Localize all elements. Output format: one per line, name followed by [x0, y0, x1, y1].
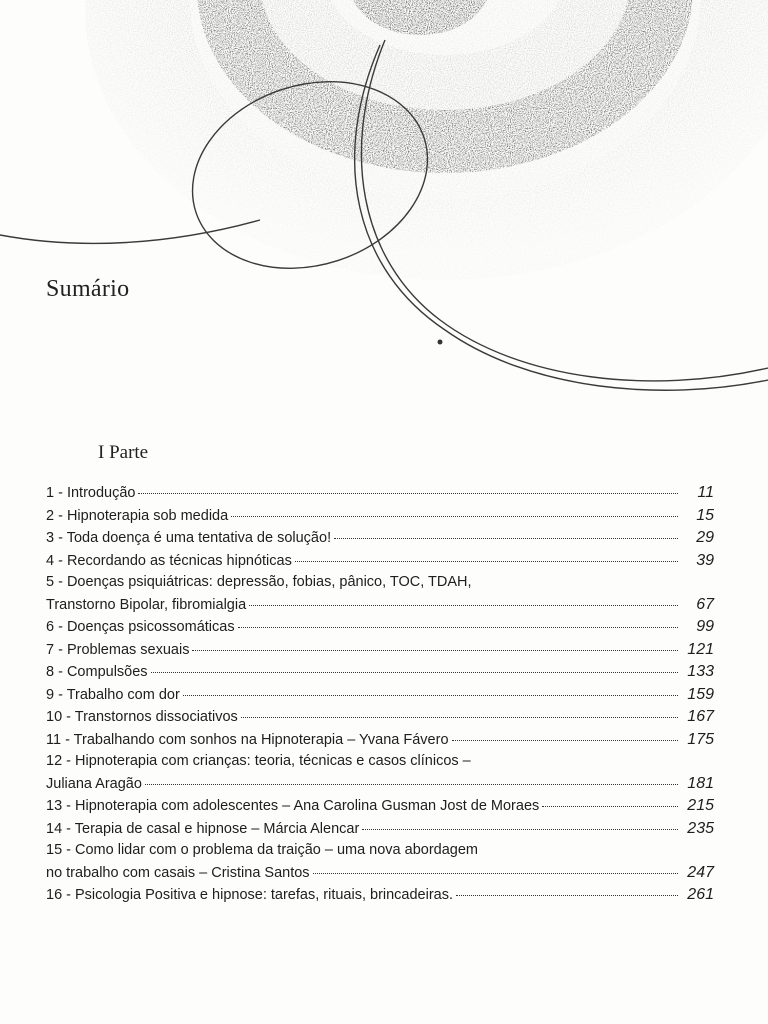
- toc-entry-title: 4 - Recordando as técnicas hipnóticas: [46, 552, 292, 569]
- toc-page-number: 235: [687, 819, 714, 837]
- toc-entry-title-line2: Transtorno Bipolar, fibromialgia: [46, 596, 247, 613]
- dot-leader: [452, 739, 678, 741]
- toc-entry-4[interactable]: [46, 550, 716, 573]
- toc-page-number: 159: [687, 685, 714, 703]
- dot-leader: [183, 694, 678, 696]
- table-of-contents: [46, 482, 716, 907]
- toc-page-number: 215: [687, 797, 714, 814]
- toc-page-number: 11: [697, 484, 714, 501]
- toc-page-number: 29: [696, 529, 714, 546]
- toc-page-number: 181: [687, 774, 714, 792]
- toc-entry-3[interactable]: [46, 527, 716, 550]
- toc-entry-1[interactable]: [46, 482, 716, 505]
- toc-page-number: 99: [696, 618, 714, 635]
- dot-leader: [231, 515, 678, 517]
- dot-leader: [313, 872, 678, 874]
- dot-leader: [241, 716, 678, 718]
- toc-entry-title: 16 - Psicologia Positiva e hipnose: tarefas, rituais, brincadeiras.: [46, 887, 454, 903]
- toc-page-number: 133: [687, 663, 714, 680]
- toc-entry-16[interactable]: [46, 884, 716, 907]
- toc-entry-13[interactable]: [46, 795, 716, 818]
- toc-page-number: 67: [696, 595, 714, 613]
- dot-leader: [249, 604, 678, 606]
- toc-entry-title: 6 - Doenças psicossomáticas: [46, 619, 235, 635]
- toc-entry-9[interactable]: [46, 684, 716, 707]
- toc-page-number: 175: [687, 730, 714, 748]
- toc-entry-title: 1 - Introdução: [46, 485, 136, 501]
- toc-entry-11[interactable]: [46, 729, 716, 752]
- toc-entry-14[interactable]: [46, 818, 716, 841]
- toc-entry-12[interactable]: [46, 751, 716, 795]
- toc-entry-title: 11 - Trabalhando com sonhos na Hipnoterapia – Yvana Fávero: [46, 731, 449, 748]
- dot-leader: [138, 492, 678, 494]
- toc-entry-title: 10 - Transtornos dissociativos: [46, 709, 238, 725]
- toc-entry-title-line1: 5 - Doenças psiquiátricas: depressão, fobias, pânico, TOC, TDAH,: [46, 574, 472, 590]
- toc-entry-7[interactable]: [46, 639, 716, 662]
- dot-leader: [542, 805, 678, 807]
- toc-entry-title: 9 - Trabalho com dor: [46, 686, 180, 703]
- dot-leader: [151, 671, 678, 673]
- toc-page-number: 167: [687, 708, 714, 725]
- toc-entry-title-line2: no trabalho com casais – Cristina Santos: [46, 864, 310, 881]
- toc-entry-title: 8 - Compulsões: [46, 664, 148, 680]
- toc-entry-8[interactable]: [46, 661, 716, 684]
- toc-entry-2[interactable]: [46, 505, 716, 528]
- part-heading: I Parte: [98, 442, 149, 463]
- page-title: Sumário: [46, 276, 130, 302]
- toc-entry-title-line1: 15 - Como lidar com o problema da traição – uma nova abordagem: [46, 842, 479, 858]
- dot-leader: [295, 560, 678, 562]
- toc-entry-title-line2: Juliana Aragão: [46, 775, 142, 792]
- dot-leader: [456, 894, 678, 896]
- dot-leader: [334, 537, 678, 539]
- toc-page-number: 121: [687, 640, 714, 658]
- dot-leader: [145, 783, 678, 785]
- toc-entry-title: 13 - Hipnoterapia com adolescentes – Ana Carolina Gusman Jost de Moraes: [46, 798, 540, 814]
- toc-entry-10[interactable]: [46, 706, 716, 729]
- toc-entry-title: 3 - Toda doença é uma tentativa de solução!: [46, 530, 332, 546]
- toc-entry-title: 2 - Hipnoterapia sob medida: [46, 507, 229, 524]
- dot-leader: [362, 828, 678, 830]
- toc-page-number: 261: [687, 886, 714, 903]
- toc-page-number: 39: [696, 551, 714, 569]
- toc-entry-15[interactable]: [46, 840, 716, 884]
- toc-entry-title: 14 - Terapia de casal e hipnose – Márcia Alencar: [46, 820, 360, 837]
- toc-entry-title-line1: 12 - Hipnoterapia com crianças: teoria, técnicas e casos clínicos –: [46, 753, 471, 769]
- toc-page-number: 15: [696, 506, 714, 524]
- ink-dot: [438, 340, 443, 345]
- toc-entry-5[interactable]: [46, 572, 716, 616]
- toc-entry-6[interactable]: [46, 616, 716, 639]
- toc-entry-title: 7 - Problemas sexuais: [46, 641, 190, 658]
- target-rings: [85, 0, 768, 280]
- dot-leader: [238, 626, 678, 628]
- dot-leader: [192, 649, 678, 651]
- toc-page-number: 247: [687, 863, 714, 881]
